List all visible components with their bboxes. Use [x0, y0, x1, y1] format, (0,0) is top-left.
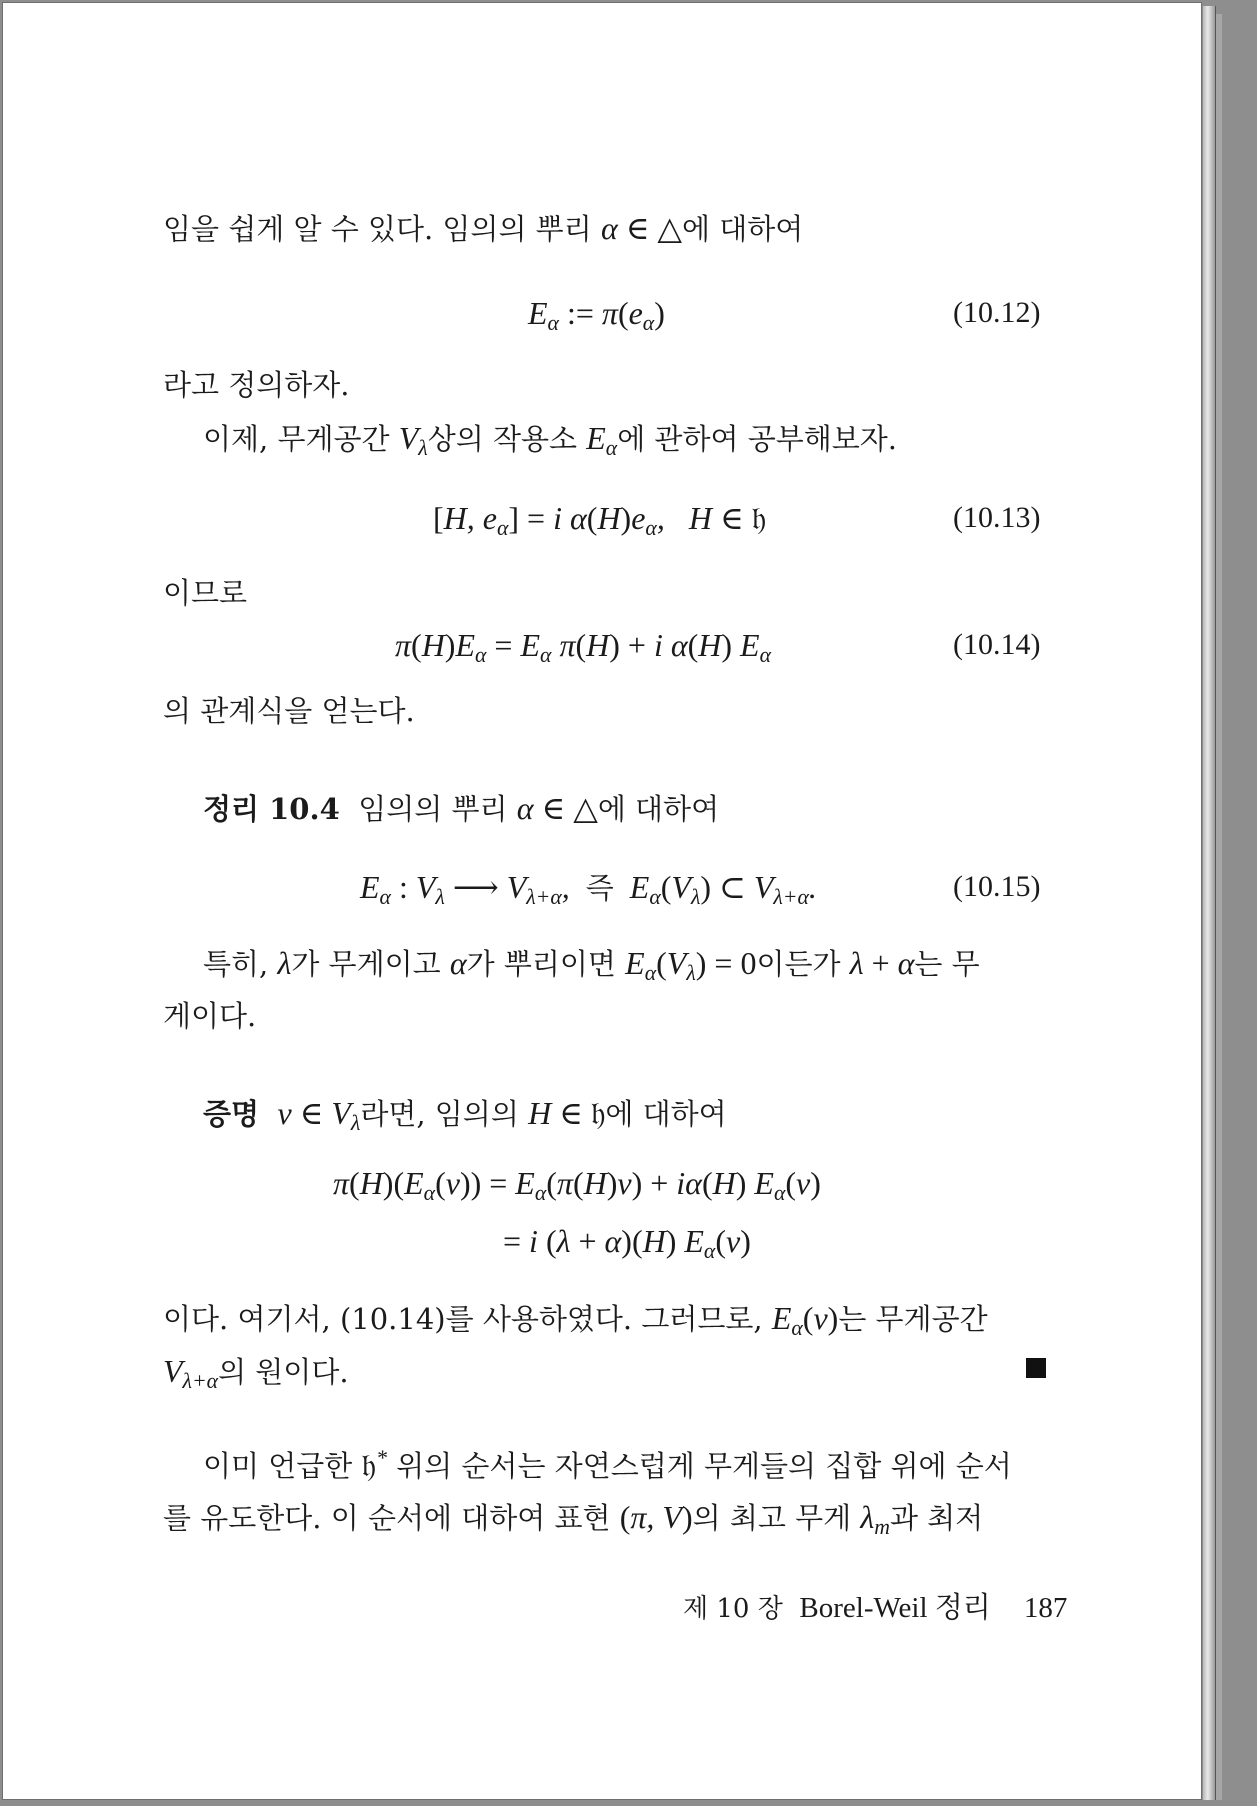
text-segment: 특히,	[203, 947, 278, 981]
text-segment: 에 대하여	[682, 212, 804, 246]
text-segment: 에 대하여	[597, 792, 720, 826]
text-segment: 에 대하여	[605, 1097, 727, 1131]
text-line	[163, 208, 803, 249]
math-inline: (π, V)	[619, 1499, 693, 1535]
text-segment: 이든가	[756, 947, 850, 981]
equation-10-13: [H, $e_\alpha] = i$ $\alpha(H)e_\alpha$, H ∈ 𝔥	[433, 500, 767, 541]
math-inline: $V_\lambda$	[398, 420, 428, 461]
page-stack-edge	[1203, 6, 1216, 1800]
text-segment: 이제, 무게공간	[203, 422, 399, 456]
text-line: 라고 정의하자.	[163, 368, 350, 402]
text-segment: 가 뿌리이면	[466, 947, 626, 981]
text-segment: 의 최고 무게	[692, 1501, 861, 1535]
footer-title: Borel-Weil 정리	[799, 1592, 991, 1624]
text-line: 의 관계식을 얻는다.	[163, 694, 415, 728]
text-line	[163, 1497, 983, 1538]
book-page	[2, 2, 1202, 1800]
text-segment: 는 무게공간	[838, 1302, 988, 1336]
proof-label: 증명	[203, 1097, 260, 1131]
math-inline: v ∈ $V_\lambda$	[277, 1095, 361, 1136]
text-line	[203, 1445, 1012, 1486]
text-line	[203, 418, 897, 459]
theorem-label: 정리 10.4	[203, 792, 340, 826]
math-inline: $V_{\lambda+\alpha}$	[163, 1353, 219, 1394]
equation-number: (10.15)	[953, 870, 1041, 903]
text-segment: 상의 작용소	[427, 422, 587, 456]
text-line	[163, 1298, 988, 1339]
math-inline: $\lambda_m$	[860, 1499, 890, 1540]
proof-heading	[203, 1093, 727, 1134]
math-inline: λ	[277, 945, 292, 981]
qed-symbol	[1026, 1358, 1046, 1378]
text-segment: 이미 언급한	[203, 1449, 362, 1483]
text-segment: 가 무게이고	[291, 947, 450, 981]
text-segment: 의 원이다.	[218, 1355, 349, 1389]
text-segment: 라면, 임의의	[360, 1097, 529, 1131]
page-number: 187	[1023, 1592, 1068, 1624]
math-inline: H ∈ 𝔥	[528, 1095, 606, 1131]
text-segment: 위의 순서는 자연스럽게 무게들의 집합 위에 순서	[386, 1449, 1012, 1483]
text-segment: 임의의 뿌리	[358, 792, 517, 826]
math-inline: α ∈ △	[516, 790, 598, 826]
page-footer	[683, 1588, 1067, 1629]
equation-10-15: $E_\alpha$ : $V_\lambda$ ⟶ $V_{\lambda+\alpha}$, 즉 $E_\alpha(V_\lambda)$ ⊂ $V_{\lambda+\alpha}$.	[360, 869, 817, 910]
page-stack-shadow	[1216, 14, 1222, 1800]
text-segment: 에 관하여 공부해보자.	[617, 422, 897, 456]
math-inline: λ + α	[849, 945, 915, 981]
math-inline: α ∈ △	[600, 210, 683, 246]
equation-number: (10.13)	[953, 501, 1041, 534]
proof-equation-line-2: = i (λ + α)(H) $E_\alpha(v)$	[503, 1223, 751, 1264]
equation-10-12: $E_\alpha$ := $\pi(e_\alpha)$	[528, 295, 665, 336]
text-line	[163, 1351, 349, 1392]
theorem-heading	[203, 788, 719, 829]
math-inline: $E_\alpha(v)$	[771, 1300, 839, 1341]
text-segment: 임을 쉽게 알 수 있다. 임의의 뿌리	[163, 212, 601, 246]
math-inline: α	[449, 945, 467, 981]
text-line: 게이다.	[163, 999, 257, 1033]
math-inline: 𝔥*	[361, 1446, 387, 1483]
text-segment: 이다. 여기서, (10.14)를 사용하였다. 그러므로,	[163, 1302, 772, 1336]
math-inline: $E_\alpha(V_\lambda) = 0$	[625, 945, 757, 986]
equation-number: (10.14)	[953, 628, 1041, 661]
text-line: 이므로	[163, 576, 248, 610]
equation-number: (10.12)	[953, 296, 1041, 329]
equation-10-14: $\pi(H)E_\alpha = E_\alpha$ π(H) + i α(H) $E_\alpha$	[395, 627, 772, 668]
math-inline: $E_\alpha$	[586, 420, 618, 461]
proof-equation-line-1: $\pi(H)(E_\alpha(v)) = E_\alpha(\pi(H)v) + i\alpha(H)$ $E_\alpha(v)$	[333, 1165, 821, 1206]
text-line	[203, 943, 980, 984]
text-segment: 는 무	[914, 947, 980, 981]
footer-chapter: 제 10 장	[683, 1594, 783, 1624]
text-segment: 를 유도한다. 이 순서에 대하여 표현	[163, 1501, 620, 1535]
text-segment: 과 최저	[889, 1501, 984, 1535]
